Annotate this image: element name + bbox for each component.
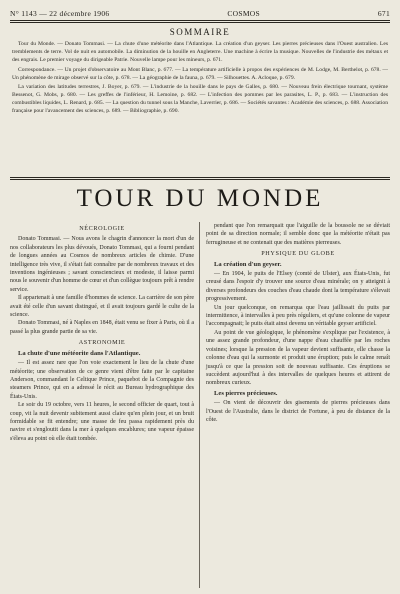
sommaire-body	[12, 40, 388, 117]
issue-number: N° 1143 — 22 décembre 1906	[10, 8, 110, 18]
sommaire-paragraph: La variation des latitudes terrestres, J. Boyer, p. 679. — L'industrie de la houille dans le pays de Galles, p. 680. — Nouveau frein électrique tournant, système Bessenot, G. Mobs, p. 680. — Les greffes de l'inférieur, H. Lemoine, p. 682. — L'infection des pommes par les parasites, L. P., p. 683. — L'instruction des combustibles liquides, L. Renard, p. 685. — La question du tunnel sous la Manche, Laverrier, p. 686. — Sociétés savantes : Académie des sciences, p. 688. Association française pour l'avancement des sciences, p. 689. — Bibliographie, p. 690.	[12, 84, 388, 114]
running-head	[10, 8, 390, 18]
section-rule	[10, 177, 390, 178]
left-column	[10, 222, 194, 588]
article-heading: La chute d'une météorite dans l'Atlantique.	[18, 349, 141, 357]
paragraph: — Il est assez rare que l'on voie exactement le lieu de la chute d'une météorite; une observation de ce genre vient d'être faite par le capitaine Anderson, commandant le Celtique Prince, paquebot de la Compagnie des steamers Prince, qui en a adressé le récit au Bureau hydrographique des États-Unis.	[10, 360, 194, 400]
paragraph: pendant que l'on remarquait que l'aiguille de la boussole ne se déviait point de sa direction normale; il semble donc que la météorite n'était pas ferrugineuse et ne contenait que des matières pierreuses.	[206, 223, 390, 246]
paragraph: Donato Tommasi. — Nous avons le chagrin d'annoncer la mort d'un de nos collaborateurs les plus dévoués, Donato Tommasi, qui a fourni pendant de longues années au Cosmos de nombreux articles de chimie. D'une intelligence très vive, il s'était fait connaître par de nombreux travaux et des inventions ingénieuses ; savant consciencieux et modeste, il laisse parmi nous le souvenir d'un homme de cœur et d'un collègue toujours prêt à rendre service.	[10, 236, 194, 293]
section-title: TOUR DU MONDE	[76, 185, 324, 212]
article-heading: La création d'un geyser.	[214, 260, 282, 268]
section-heading: ASTRONOMIE	[78, 339, 126, 347]
sommaire-title: SOMMAIRE	[169, 27, 231, 37]
header-rule-thin	[10, 22, 390, 23]
journal-name: COSMOS	[227, 8, 260, 18]
section-rule-thin	[10, 179, 390, 180]
paragraph: Le soir du 19 octobre, vers 11 heures, le second officier de quart, tout à coup, vit la nuit devenir subitement aussi claire qu'en plein jour, et un bruit formidable se fit entendre; une masse de feu passa rapidement près du navire et s'engloutit dans la mer à quelques encablures; une vapeur épaisse s'éleva au point où elle était tombée.	[10, 402, 194, 442]
section-heading: NÉCROLOGIE	[79, 225, 125, 232]
paragraph: Il appartenait à une famille d'hommes de science. La carrière de son père avait été celle d'un savant distingué, et il avait toujours gardé le culte de la science.	[10, 295, 194, 319]
sommaire-paragraph: Tour du Monde. — Donato Tommasi. — La chute d'une météorite dans l'Atlantique. La création d'un geyser. Les pierres précieuses dans l'Ouest australien. Les tremblements de terre. Vol de nuit en automobile. La diminution de la houille en Angleterre. Une machine à écrire la musique. Nouvelles de l'industrie des métaux et des engrais. Le premier voyage du dirigeable Patrie. Nouvelle lampe pour les mineurs, p. 671.	[12, 41, 388, 63]
paragraph: — En 1904, le puits de l'Elsey (comté de Ulster), aux États-Unis, fut creusé dans l'espoir d'y trouver une source d'eau minérale; on y atteignit à diverses profondeurs des couches d'eau chaude dont la température s'élevait progressivement.	[206, 271, 390, 303]
header-rule	[10, 20, 390, 21]
paragraph: Un jour quelconque, on remarqua que l'eau jaillissait du puits par intermittence, à intervalles à peu près réguliers, et qu'une colonne de vapeur l'accompagnait; le puits était ainsi devenu un véritable geyser artificiel.	[206, 304, 390, 328]
paragraph: Au point de vue géologique, le phénomène s'explique par l'existence, à une assez grande profondeur, d'une nappe d'eau chauffée par les roches voisines; lorsque la pression de la vapeur devient suffisante, elle chasse la colonne d'eau qui la surmonte et produit une éruption; puis le calme renaît jusqu'à ce que la pression soit de nouveau suffisante. Ces éruptions se succèdent aujourd'hui à des intervalles de quelques heures et attirent de nombreux curieux.	[206, 329, 390, 387]
page-number: 671	[377, 8, 390, 18]
paragraph: Donato Tommasi, né à Naples en 1848, était venu se fixer à Paris, où il a passé la plus grande partie de sa vie.	[10, 320, 194, 335]
article-heading: Les pierres précieuses.	[214, 389, 278, 397]
article-columns	[10, 222, 390, 588]
section-heading: PHYSIQUE DU GLOBE	[261, 250, 335, 258]
right-column	[206, 222, 390, 588]
sommaire-paragraph: Correspondance. — Un projet d'observatoire au Mont Blanc, p. 677. — La température artificielle à propos des expériences de M. Lodge, M. Berthelot, p. 678. — Un phénomène de mirage observé sur la côte, p. 678. — La géographie de la fauna, p. 679. — Silhouettes. A. Acloque, p. 679.	[12, 66, 388, 81]
paragraph: — On vient de découvrir des gisements de pierres précieuses dans l'Ouest de l'Australie, dans le district de Fortune, à peu de distance de la côte.	[206, 400, 390, 423]
